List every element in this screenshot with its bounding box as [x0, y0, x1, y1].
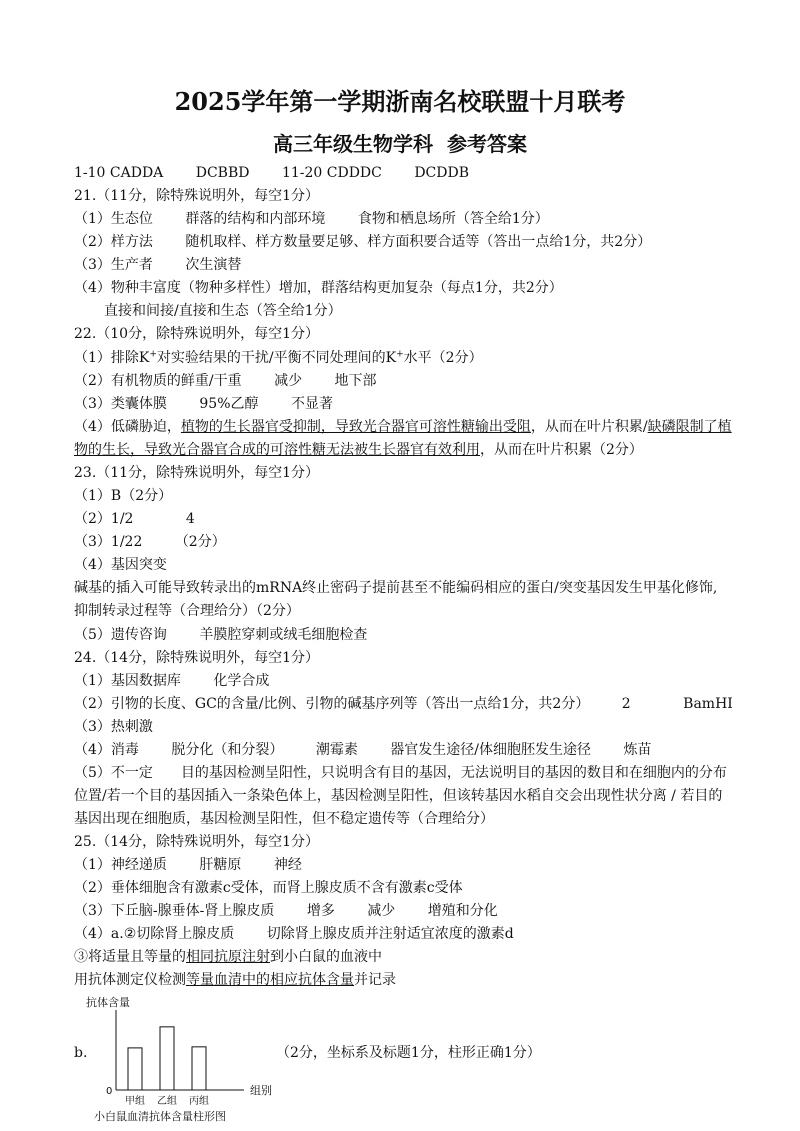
mc-11-15: 11-20 CDDDC	[281, 165, 382, 181]
answer-text: 对实验结果的干扰/平衡不同处理间的K	[156, 350, 397, 366]
answer-text: 肝糖原	[199, 857, 242, 873]
q25-line6	[74, 971, 396, 989]
mc-1-5: 1-10 CADDA	[74, 165, 164, 181]
answer-text: 炼苗	[623, 742, 652, 758]
page-title: 2025学年第一学期浙南名校联盟十月联考	[174, 87, 626, 116]
answer-text: （5）遗传咨询	[74, 627, 167, 643]
answer-text: 随机取样、样方数量要足够、样方面积要合适等（答出一点给1分，共2分）	[185, 234, 652, 250]
q24-line4	[74, 741, 651, 759]
answer-text: 2	[621, 696, 631, 712]
answer-text: 潮霉素	[315, 742, 358, 758]
answer-text: （4）a.②切除肾上腺皮质	[74, 926, 235, 942]
chart-origin-label: 0	[106, 1086, 113, 1097]
q22-line2	[74, 372, 377, 390]
q21-line4: （4）物种丰富度（物种多样性）增加，群落结构更加复杂（每点1分，共2分）	[74, 280, 563, 296]
q21-line1	[74, 210, 549, 228]
page-subtitle	[0, 128, 800, 157]
answer-text: 羊膜腔穿刺或绒毛细胞检查	[199, 627, 368, 643]
q25-line4	[74, 925, 514, 943]
answer-text: 群落的结构和内部环境	[185, 211, 326, 227]
q23-line6: 抑制转录过程等（合理给分）（2分）	[74, 603, 300, 619]
q21-line5: 直接和间接/直接和生态（答全给1分）	[104, 303, 342, 319]
q21-head: 21.（11分，除特殊说明外，每空1分）	[74, 188, 319, 204]
chart-ylabel: 抗体含量	[86, 996, 130, 1009]
antibody-bar-chart	[84, 996, 284, 1126]
q25-line2: （2）垂体细胞含有激素c受体，而肾上腺皮质不含有激素c受体	[74, 880, 463, 896]
answer-text: （2）1/2	[74, 511, 134, 527]
q23-line3	[74, 533, 226, 551]
q21-line2	[74, 233, 651, 251]
answer-text: （2）样方法	[74, 234, 153, 250]
bar-2	[160, 1027, 174, 1090]
q22-head: 22.（10分，除特殊说明外，每空1分）	[74, 326, 319, 342]
answer-text: 减少	[367, 903, 396, 919]
q23-head: 23.（11分，除特殊说明外，每空1分）	[74, 465, 319, 481]
answer-text: 脱分化（和分裂）	[171, 742, 284, 758]
answer-text: 神经	[273, 857, 302, 873]
answer-text: 4	[185, 511, 195, 527]
answer-text: （4）消毒	[74, 742, 139, 758]
answer-text: 器官发生途径/体细胞胚发生途径	[390, 742, 591, 758]
answer-text: （3）生产者	[74, 257, 153, 273]
underlined-answer: 物的生长，导致光合器官合成的可溶性糖无法被生长器官有效利用	[74, 442, 480, 458]
answer-text: （1）基因数据库	[74, 673, 181, 689]
q24-line7: 基因出现在细胞质，基因检测呈阳性，但不稳定遗传等（合理给分）	[74, 811, 494, 827]
answer-text: 切除肾上腺皮质并注射适宜浓度的激素d	[266, 926, 514, 942]
answer-text: 不显著	[290, 396, 333, 412]
answer-text: 次生演替	[185, 257, 242, 273]
q22-line3	[74, 395, 333, 413]
answer-text: （1）神经递质	[74, 857, 167, 873]
answer-text: ，从而在叶片积累/	[530, 419, 648, 435]
answer-text: 到小白鼠的血液中	[270, 949, 382, 965]
answer-text: ，从而在叶片积累（2分）	[480, 442, 643, 458]
answer-text: （2）有机物质的鲜重/干重	[74, 373, 242, 389]
answer-text: 95%乙醇	[199, 396, 259, 412]
answer-text: （4）低磷胁迫，	[74, 419, 181, 435]
q25-line1	[74, 856, 302, 874]
q21-line3	[74, 256, 241, 274]
mc-16-20: DCDDB	[414, 165, 470, 181]
answer-text: 减少	[274, 373, 303, 389]
underlined-answer: 缺磷限制了植	[647, 419, 732, 435]
answer-text: （3）下丘脑-腺垂体-肾上腺皮质	[74, 903, 275, 919]
q22-line1	[74, 349, 483, 367]
q23-line5: 碱基的插入可能导致转录出的mRNA终止密码子提前甚至不能编码相应的蛋白/突变基因发生甲基化修饰,	[74, 580, 718, 596]
q23-line7	[74, 626, 367, 644]
chart-title: 小白鼠血清抗体含量柱形图	[94, 1110, 226, 1123]
answer-text: （2）引物的长度、GC的含量/比例、引物的碱基序列等（答出一点给1分，共2分）	[74, 696, 590, 712]
answer-text: （3）1/22	[74, 534, 143, 550]
mc-answers	[74, 164, 469, 182]
q25-line3	[74, 902, 498, 920]
answer-text: （1）生态位	[74, 211, 153, 227]
answer-text: （1）排除K	[74, 350, 150, 366]
subtitle-grade: 高三年级生物学科	[273, 132, 434, 156]
bar-category-label: 甲组	[125, 1096, 145, 1107]
q22-line4	[74, 418, 732, 436]
answer-text: 用抗体测定仪检测	[74, 972, 186, 988]
answer-text: ③将适量且等量的	[74, 949, 186, 965]
q23-line4: （4）基因突变	[74, 557, 167, 573]
q24-line6: 位置/若一个目的基因插入一条染色体上，基因检测呈阳性，但该转基因水稻自交会出现性状分离 / 若目的	[74, 788, 723, 804]
underlined-answer: 相同抗原注射	[186, 949, 270, 965]
q25-head: 25.（14分，除特殊说明外，每空1分）	[74, 834, 319, 850]
answer-text: 增殖和分化	[427, 903, 498, 919]
q23-line2	[74, 510, 195, 528]
bar-category-label: 乙组	[157, 1096, 177, 1107]
bar-1	[128, 1048, 142, 1090]
bar-group	[125, 1027, 209, 1107]
answer-text: 食物和栖息场所（答全给1分）	[357, 211, 549, 227]
q24-line2	[74, 695, 733, 713]
part-b-note: （2分，坐标系及标题1分，柱形正确1分）	[276, 1045, 541, 1061]
superscript: +	[396, 349, 404, 360]
mc-6-10: DCBBD	[195, 165, 250, 181]
bar-category-label: 丙组	[189, 1096, 209, 1107]
q25-line5	[74, 948, 382, 966]
underlined-answer: 等量血清中的相应抗体含量	[186, 972, 354, 988]
underlined-answer: 植物的生长器官受抑制，导致光合器官可溶性糖输出受阻	[180, 419, 531, 435]
answer-text: 化学合成	[213, 673, 270, 689]
subtitle-answer: 参考答案	[446, 132, 527, 156]
part-b-label: b.	[74, 1045, 88, 1061]
answer-text: （2分）	[174, 534, 226, 550]
answer-text: 并记录	[354, 972, 396, 988]
q24-line5: （5）不一定 目的基因检测呈阳性，只说明含有目的基因，无法说明目的基因的数目和在细胞内的分布	[74, 765, 727, 781]
q24-line3: （3）热刺激	[74, 719, 153, 735]
superscript: +	[149, 349, 157, 360]
answer-text: 水平（2分）	[403, 350, 483, 366]
answer-text: BamHI	[683, 696, 733, 712]
answer-text: 地下部	[334, 373, 377, 389]
bar-3	[192, 1047, 206, 1090]
q24-head: 24.（14分，除特殊说明外，每空1分）	[74, 650, 319, 666]
answer-text: 增多	[306, 903, 335, 919]
q23-line1: （1）B（2分）	[74, 488, 173, 504]
q24-line1	[74, 672, 269, 690]
chart-xlabel: 组别	[250, 1084, 272, 1097]
q22-line5	[74, 441, 643, 459]
answer-text: （3）类囊体膜	[74, 396, 167, 412]
